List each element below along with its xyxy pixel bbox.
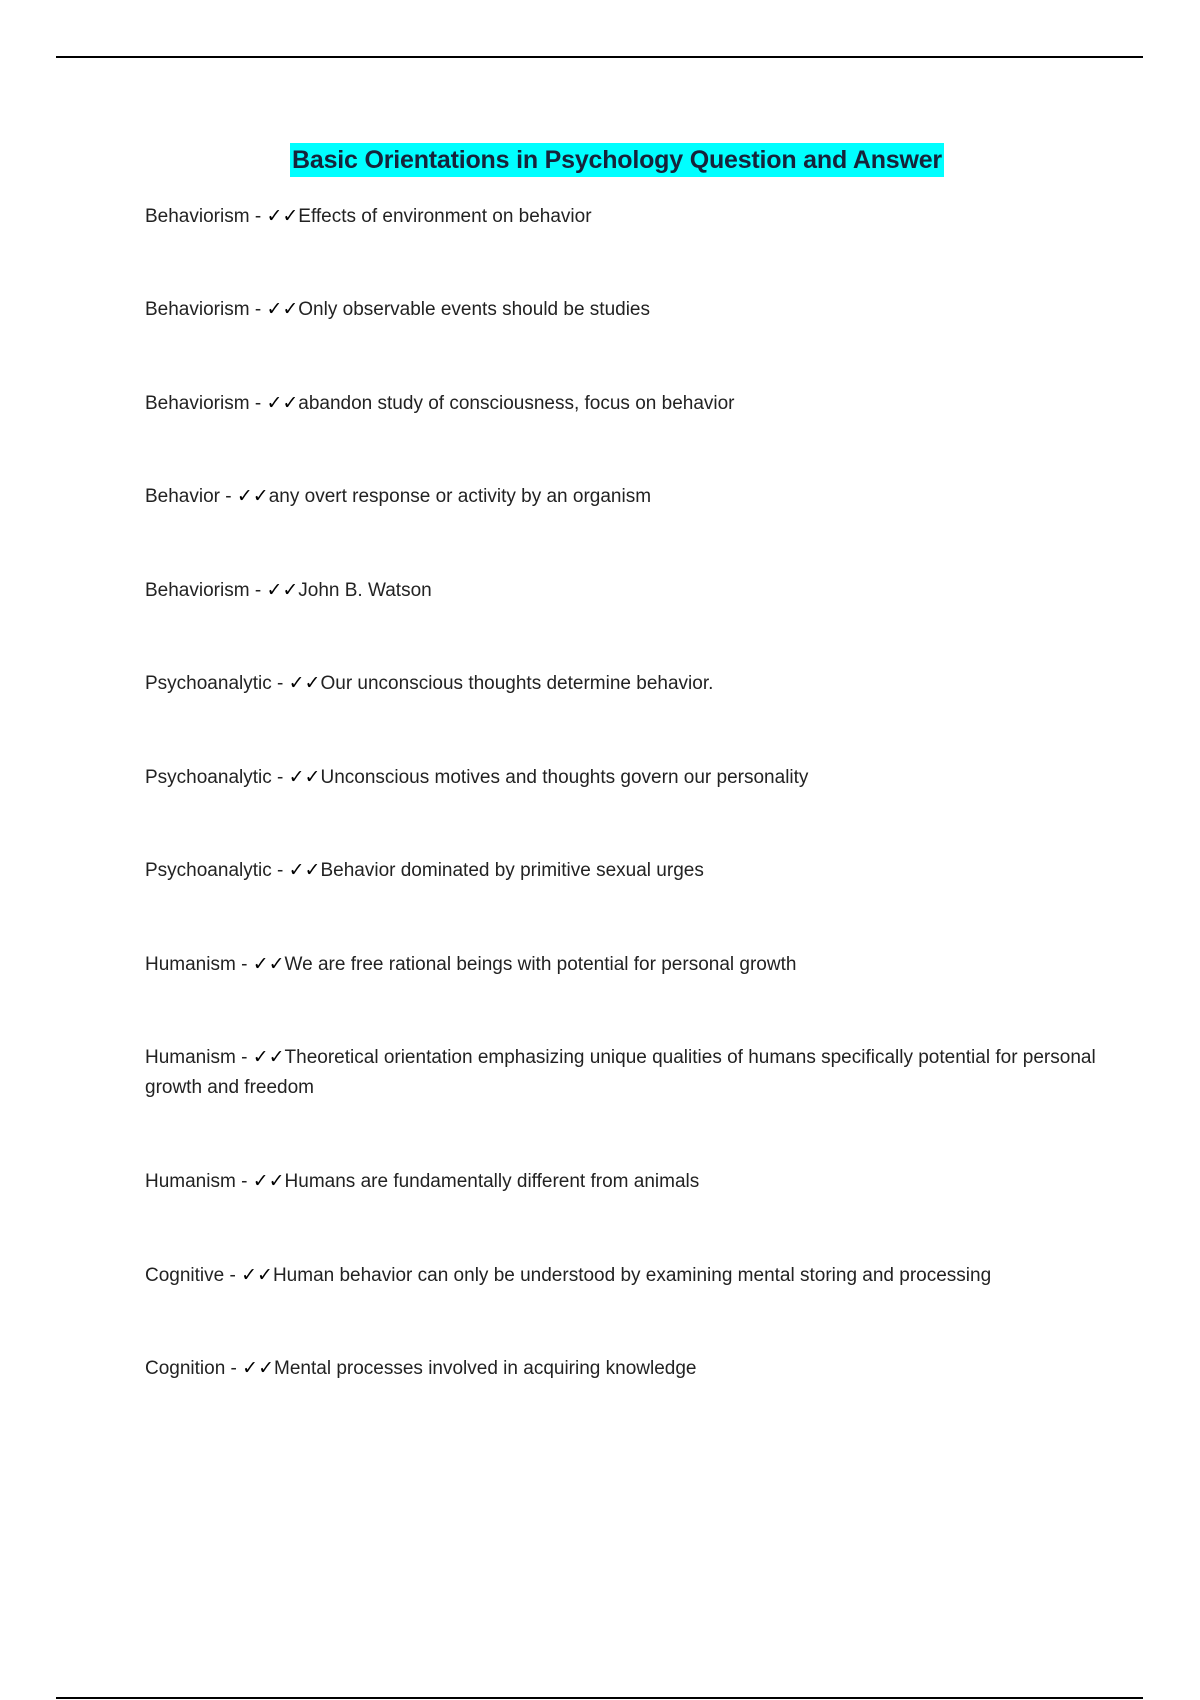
qa-answer: Behavior dominated by primitive sexual urges xyxy=(320,860,704,881)
qa-separator: - xyxy=(235,1047,253,1068)
qa-answer: Mental processes involved in acquiring knowledge xyxy=(274,1358,697,1379)
qa-separator: - xyxy=(249,393,267,414)
qa-separator: - xyxy=(224,1265,242,1286)
qa-term: Psychoanalytic xyxy=(145,673,272,694)
qa-answer: any overt response or activity by an organism xyxy=(268,486,652,507)
qa-answer: Humans are fundamentally different from animals xyxy=(284,1171,700,1192)
double-check-icon: ✓✓ xyxy=(266,392,299,414)
double-check-icon: ✓✓ xyxy=(288,672,321,694)
qa-item xyxy=(145,1042,1100,1103)
qa-item xyxy=(145,481,1100,512)
qa-item xyxy=(145,294,1100,325)
qa-answer: Our unconscious thoughts determine behavior. xyxy=(320,673,714,694)
qa-term: Behaviorism xyxy=(145,393,250,414)
qa-answer: Human behavior can only be understood by examining mental storing and processing xyxy=(272,1265,992,1286)
title-container xyxy=(0,143,1200,177)
qa-term: Behavior xyxy=(145,486,220,507)
double-check-icon: ✓✓ xyxy=(266,579,299,601)
double-check-icon: ✓✓ xyxy=(266,205,299,227)
qa-item xyxy=(145,1166,1100,1197)
bottom-rule xyxy=(56,1697,1143,1699)
qa-term: Humanism xyxy=(145,1047,236,1068)
qa-item xyxy=(145,855,1100,886)
qa-separator: - xyxy=(249,580,267,601)
qa-item xyxy=(145,762,1100,793)
qa-term: Behaviorism xyxy=(145,206,250,227)
double-check-icon: ✓✓ xyxy=(242,1357,275,1379)
qa-separator: - xyxy=(235,1171,253,1192)
qa-term: Humanism xyxy=(145,1171,236,1192)
double-check-icon: ✓✓ xyxy=(252,1046,285,1068)
qa-term: Humanism xyxy=(145,954,236,975)
qa-answer: John B. Watson xyxy=(298,580,432,601)
qa-term: Cognitive xyxy=(145,1265,225,1286)
qa-separator: - xyxy=(271,673,289,694)
qa-term: Psychoanalytic xyxy=(145,860,272,881)
double-check-icon: ✓✓ xyxy=(288,766,321,788)
double-check-icon: ✓✓ xyxy=(266,298,299,320)
qa-item xyxy=(145,668,1100,699)
document-title: Basic Orientations in Psychology Question and Answer xyxy=(290,143,944,177)
qa-term: Behaviorism xyxy=(145,299,250,320)
qa-item xyxy=(145,388,1100,419)
qa-separator: - xyxy=(249,206,267,227)
qa-term: Behaviorism xyxy=(145,580,250,601)
qa-separator: - xyxy=(225,1358,243,1379)
qa-item xyxy=(145,1260,1100,1291)
double-check-icon: ✓✓ xyxy=(252,1170,285,1192)
double-check-icon: ✓✓ xyxy=(252,953,285,975)
qa-item xyxy=(145,201,1100,232)
double-check-icon: ✓✓ xyxy=(241,1264,273,1286)
qa-answer: Unconscious motives and thoughts govern our personality xyxy=(320,767,809,788)
qa-separator: - xyxy=(220,486,237,507)
qa-item xyxy=(145,575,1100,606)
qa-separator: - xyxy=(249,299,267,320)
qa-answer: Effects of environment on behavior xyxy=(298,206,592,227)
qa-item xyxy=(145,1353,1100,1384)
qa-answer: Only observable events should be studies xyxy=(298,299,650,320)
qa-separator: - xyxy=(235,954,253,975)
qa-answer: We are free rational beings with potential for personal growth xyxy=(284,954,797,975)
double-check-icon: ✓✓ xyxy=(288,859,321,881)
qa-separator: - xyxy=(271,767,289,788)
qa-answer: Theoretical orientation emphasizing unique qualities of humans specifically potential for personal growth and freedom xyxy=(145,1047,1096,1098)
qa-answer: abandon study of consciousness, focus on behavior xyxy=(298,393,735,414)
top-rule xyxy=(56,56,1143,58)
qa-term: Cognition xyxy=(145,1358,226,1379)
qa-item xyxy=(145,949,1100,980)
double-check-icon: ✓✓ xyxy=(236,485,269,507)
qa-term: Psychoanalytic xyxy=(145,767,272,788)
qa-separator: - xyxy=(271,860,289,881)
